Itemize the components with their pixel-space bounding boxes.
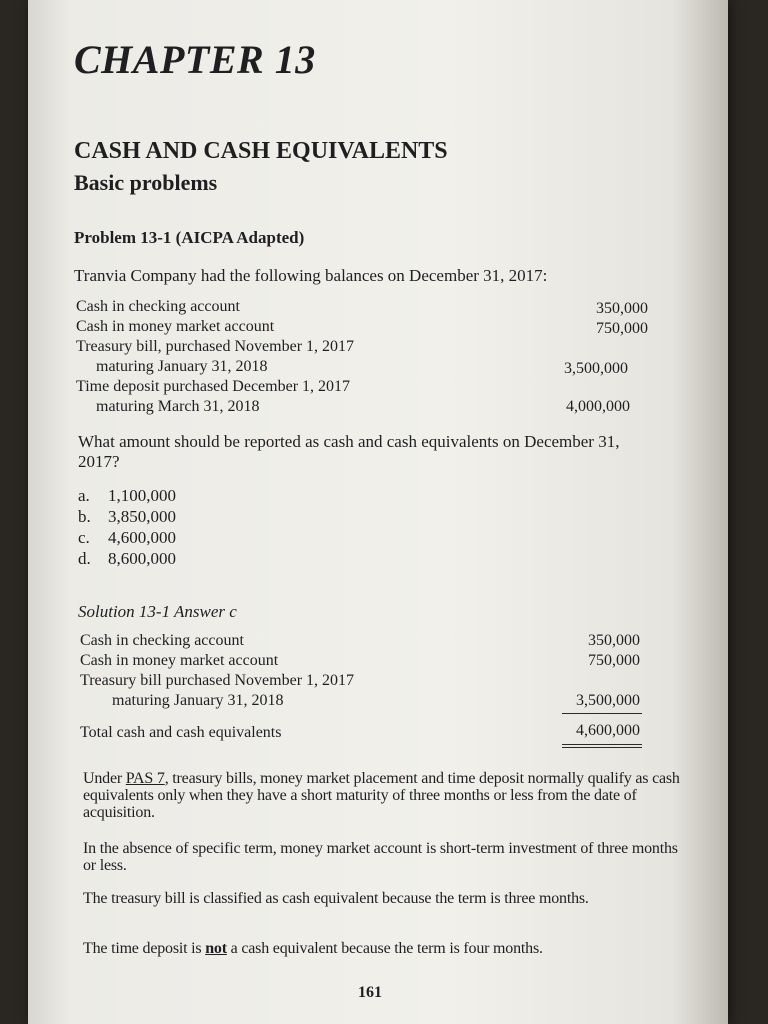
book-page (28, 0, 728, 1024)
balance-value: 3,500,000 (564, 360, 628, 377)
balance-label: maturing January 31, 2018 (96, 358, 268, 375)
choice-item (78, 549, 176, 569)
total-double-rule-bottom (562, 747, 642, 748)
section-subtitle: Basic problems (74, 170, 218, 195)
explanation-paragraph: In the absence of specific term, money market account is short-term investment of three months or less. (83, 840, 678, 874)
para-text: The time deposit is (83, 940, 206, 957)
balance-label: Time deposit purchased December 1, 2017 (76, 378, 351, 395)
total-value: 4,600,000 (576, 722, 640, 739)
solution-label: maturing January 31, 2018 (112, 692, 284, 709)
solution-label: Treasury bill purchased November 1, 2017 (80, 672, 355, 689)
para-text: Under (83, 770, 126, 787)
choice-letter: b. (78, 507, 91, 526)
solution-value: 3,500,000 (576, 692, 640, 709)
choice-text: 3,850,000 (108, 507, 176, 526)
solution-label: Cash in checking account (80, 632, 244, 649)
para-text: , treasury bills, money market placement and time deposit normally qualify as cash equivalents only when they have a short maturity of three months or less from the date of acquisition. (83, 770, 680, 821)
choice-letter: c. (78, 528, 90, 547)
standard-reference: PAS 7 (125, 770, 165, 787)
section-title: CASH AND CASH EQUIVALENTS (74, 138, 448, 164)
solution-heading: Solution 13-1 Answer c (78, 602, 237, 621)
balance-label: Treasury bill, purchased November 1, 2017 (76, 338, 355, 355)
balance-label: Cash in money market account (76, 318, 275, 335)
problem-heading: Problem 13-1 (AICPA Adapted) (74, 228, 305, 247)
question-text: What amount should be reported as cash and cash equivalents on December 31, 2017? (78, 432, 620, 471)
choice-item (78, 507, 176, 527)
problem-intro: Tranvia Company had the following balances on December 31, 2017: (74, 266, 548, 285)
explanation-paragraph: The treasury bill is classified as cash equivalent because the term is three months. (83, 890, 589, 907)
choice-item (78, 486, 176, 506)
subtotal-rule (562, 713, 642, 714)
emphasis-text: not (205, 940, 227, 957)
solution-label: Cash in money market account (80, 652, 279, 669)
balance-value: 4,000,000 (566, 398, 630, 415)
explanation-paragraph (83, 940, 683, 957)
total-double-rule-top (562, 744, 642, 745)
solution-value: 350,000 (588, 632, 640, 649)
balance-value: 350,000 (596, 300, 648, 317)
choice-text: 1,100,000 (108, 486, 176, 505)
balance-label: Cash in checking account (76, 298, 240, 315)
explanation-paragraph (83, 770, 683, 821)
chapter-title: CHAPTER 13 (74, 37, 316, 82)
balance-label: maturing March 31, 2018 (96, 398, 260, 415)
choice-text: 4,600,000 (108, 528, 176, 547)
page-number: 161 (358, 984, 382, 1001)
choice-item (78, 528, 176, 548)
para-text: a cash equivalent because the term is four months. (226, 940, 543, 957)
total-label: Total cash and cash equivalents (80, 724, 282, 741)
choice-letter: d. (78, 549, 91, 568)
balance-value: 750,000 (596, 320, 648, 337)
solution-value: 750,000 (588, 652, 640, 669)
choice-letter: a. (78, 486, 90, 505)
choice-text: 8,600,000 (108, 549, 176, 568)
